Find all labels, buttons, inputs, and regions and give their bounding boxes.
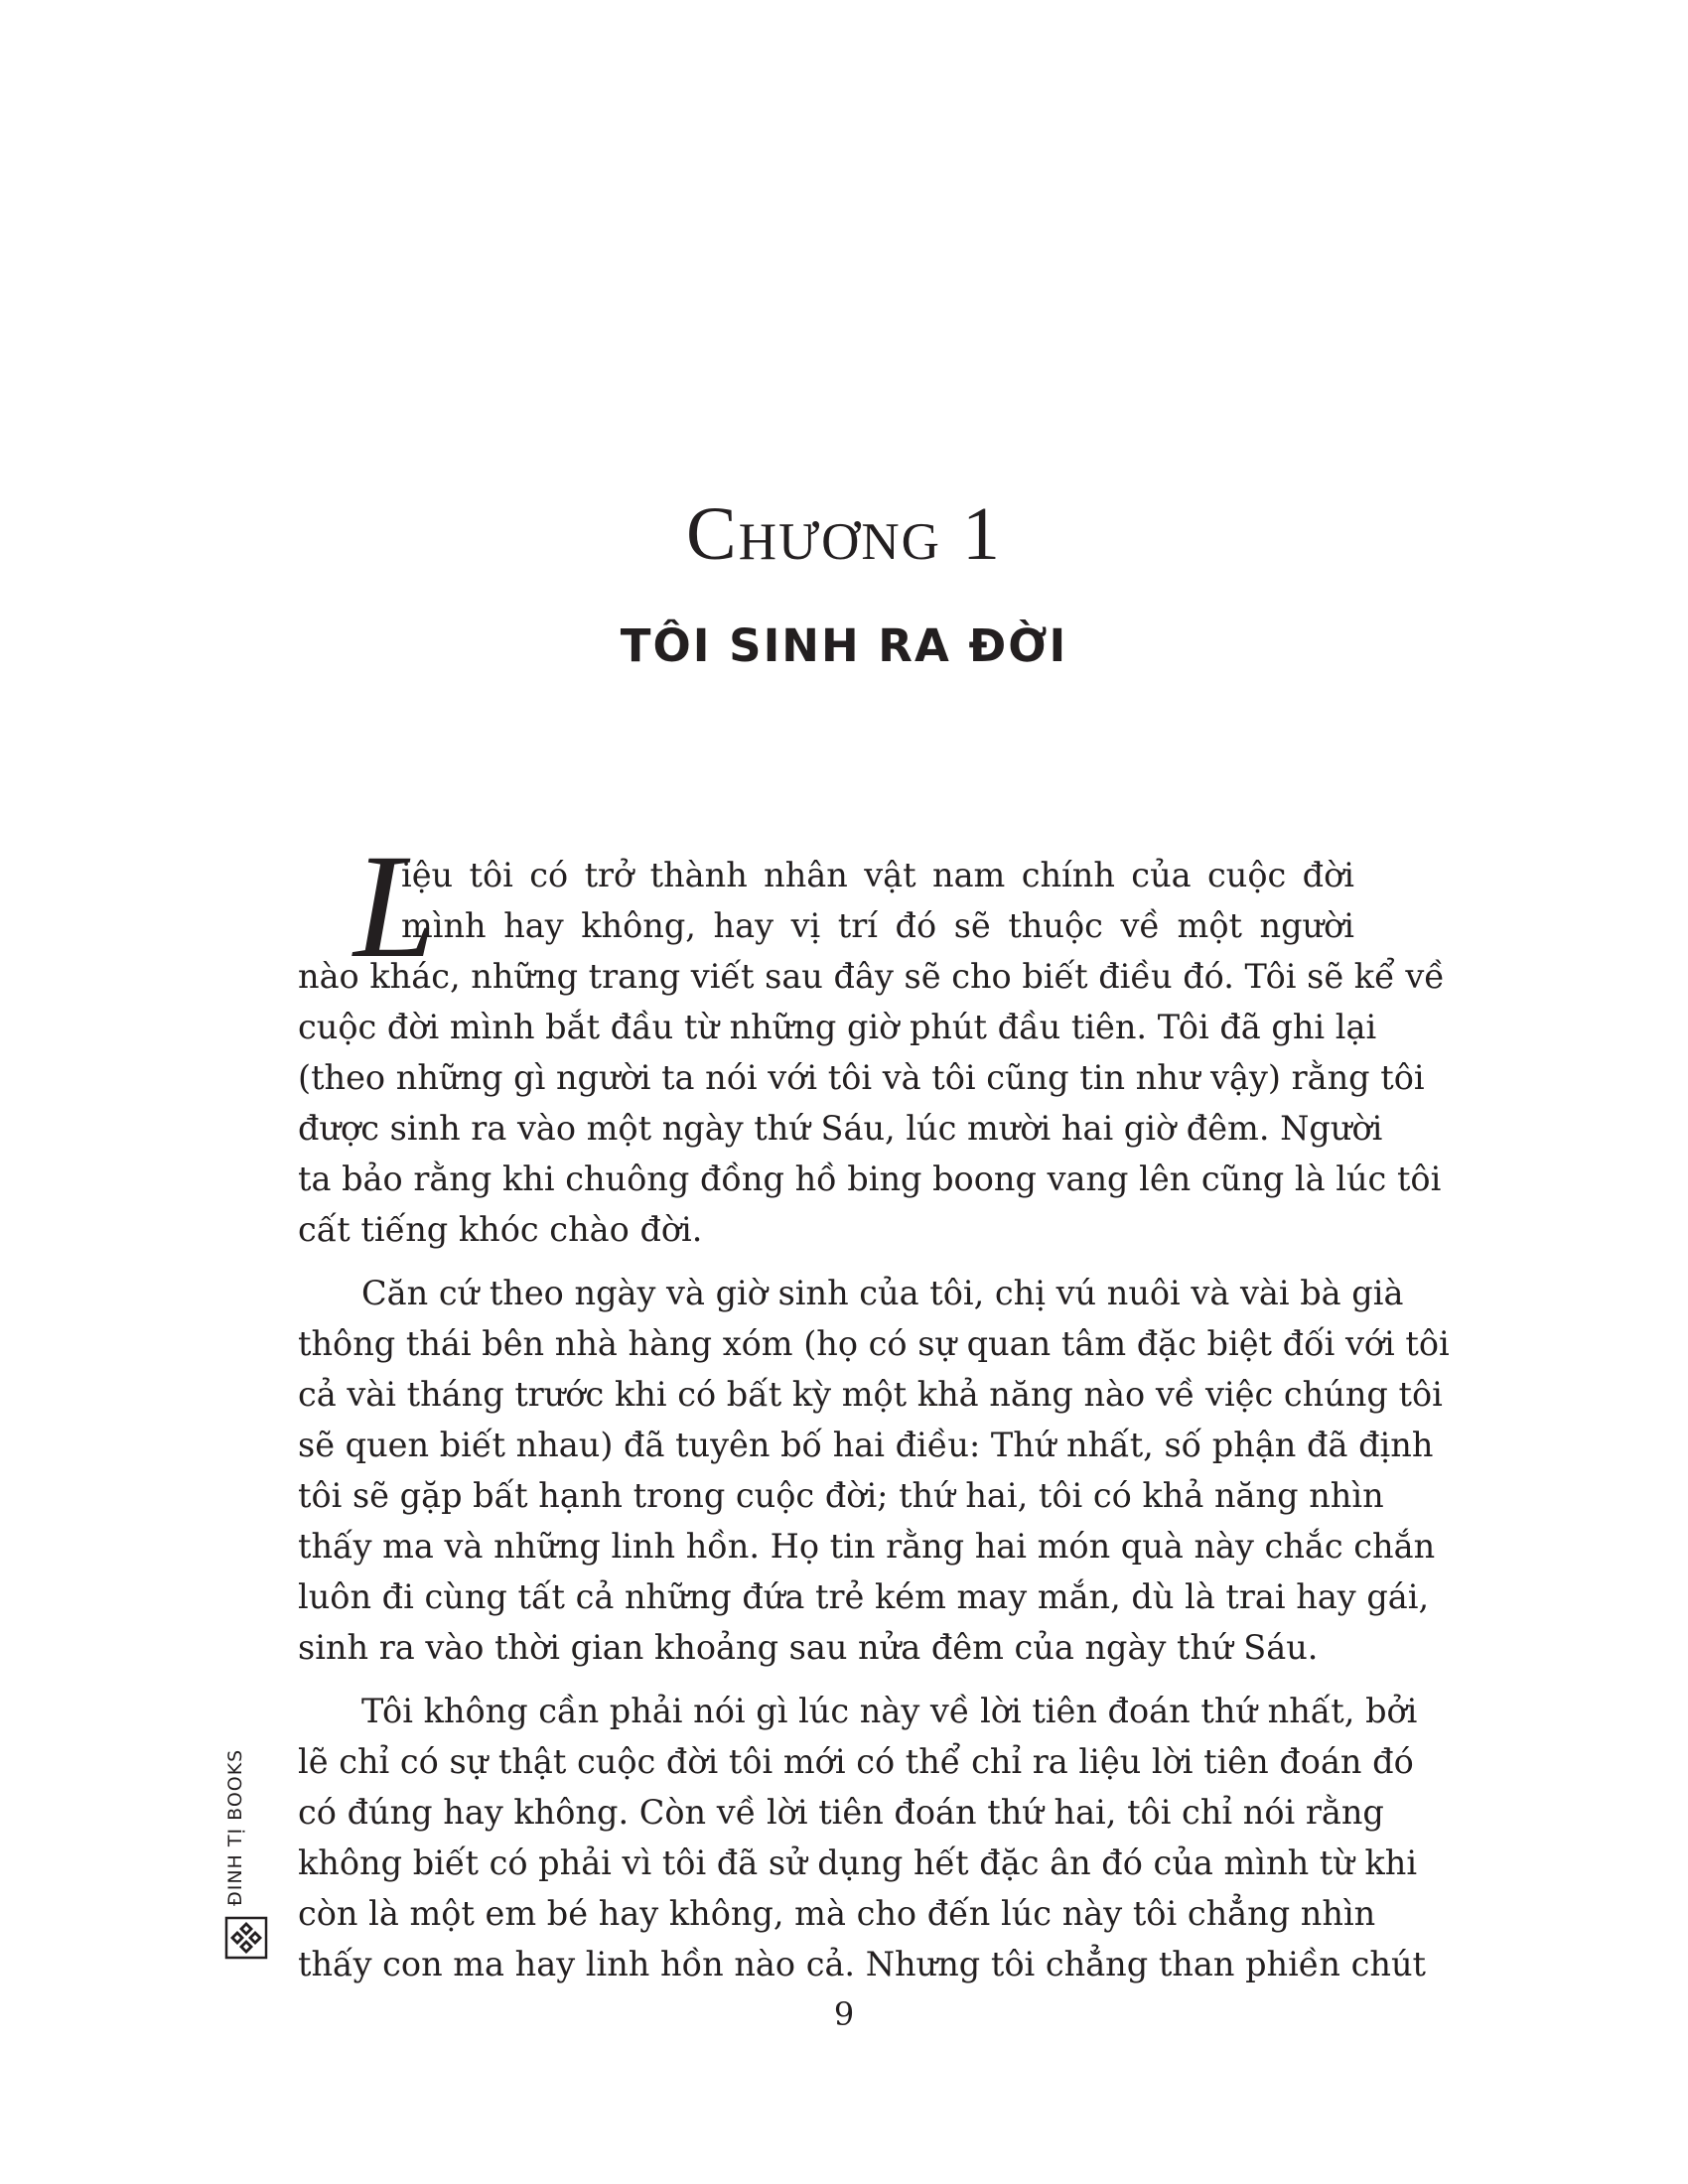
text-line: mình hay không, hay vị trí đó sẽ thuộc về một người	[401, 906, 1354, 945]
text-line: sinh ra vào thời gian khoảng sau nửa đêm của ngày thứ Sáu.	[298, 1628, 1319, 1667]
text-line: thông thái bên nhà hàng xóm (họ có sự quan tâm đặc biệt đối với tôi	[298, 1324, 1450, 1363]
paragraph-3	[298, 1686, 1427, 1989]
paragraph-1	[298, 850, 1445, 1255]
text-line: có đúng hay không. Còn về lời tiên đoán thứ hai, tôi chỉ nói rằng	[298, 1793, 1384, 1832]
text-line: tôi sẽ gặp bất hạnh trong cuộc đời; thứ hai, tôi có khả năng nhìn	[298, 1476, 1384, 1515]
chapter-title: TÔI SINH RA ĐỜI	[620, 619, 1068, 672]
text-line: iệu tôi có trở thành nhân vật nam chính của cuộc đời	[401, 856, 1354, 894]
text-line: cuộc đời mình bắt đầu từ những giờ phút đầu tiên. Tôi đã ghi lại	[298, 1008, 1377, 1046]
text-line: ta bảo rằng khi chuông đồng hồ bing boong vang lên cũng là lúc tôi	[298, 1160, 1442, 1198]
text-line: được sinh ra vào một ngày thứ Sáu, lúc mười hai giờ đêm. Người	[298, 1109, 1383, 1148]
text-line: (theo những gì người ta nói với tôi và tôi cũng tin như vậy) rằng tôi	[298, 1058, 1425, 1097]
text-line: còn là một em bé hay không, mà cho đến lúc này tôi chẳng nhìn	[298, 1894, 1376, 1933]
text-line: cả vài tháng trước khi có bất kỳ một khả năng nào về việc chúng tôi	[298, 1375, 1443, 1414]
text-line: Căn cứ theo ngày và giờ sinh của tôi, chị vú nuôi và vài bà già	[361, 1274, 1404, 1312]
text-line: không biết có phải vì tôi đã sử dụng hết đặc ân đó của mình từ khi	[298, 1843, 1418, 1882]
text-line: nào khác, những trang viết sau đây sẽ cho biết điều đó. Tôi sẽ kể về	[298, 957, 1445, 996]
text-line: cất tiếng khóc chào đời.	[298, 1210, 703, 1249]
text-line: thấy con ma hay linh hồn nào cả. Nhưng tôi chẳng than phiền chút	[298, 1945, 1427, 1983]
text-line: sẽ quen biết nhau) đã tuyên bố hai điều: Thứ nhất, số phận đã định	[298, 1426, 1434, 1464]
publisher-diamond-icon	[224, 1916, 268, 1960]
text-line: luôn đi cùng tất cả những đứa trẻ kém may mắn, dù là trai hay gái,	[298, 1577, 1430, 1616]
paragraph-2	[298, 1268, 1450, 1673]
publisher-name: ĐINH TỊ BOOKS	[224, 1748, 246, 1906]
text-line: thấy ma và những linh hồn. Họ tin rằng hai món quà này chắc chắn	[298, 1527, 1436, 1566]
drop-cap: L	[353, 824, 437, 989]
body-text	[298, 850, 1450, 2002]
chapter-heading: Chương 1	[686, 492, 1002, 576]
page-number: 9	[833, 1995, 855, 2033]
text-line: lẽ chỉ có sự thật cuộc đời tôi mới có thể chỉ ra liệu lời tiên đoán đó	[298, 1742, 1414, 1781]
text-line: Tôi không cần phải nói gì lúc này về lời tiên đoán thứ nhất, bởi	[361, 1692, 1418, 1730]
